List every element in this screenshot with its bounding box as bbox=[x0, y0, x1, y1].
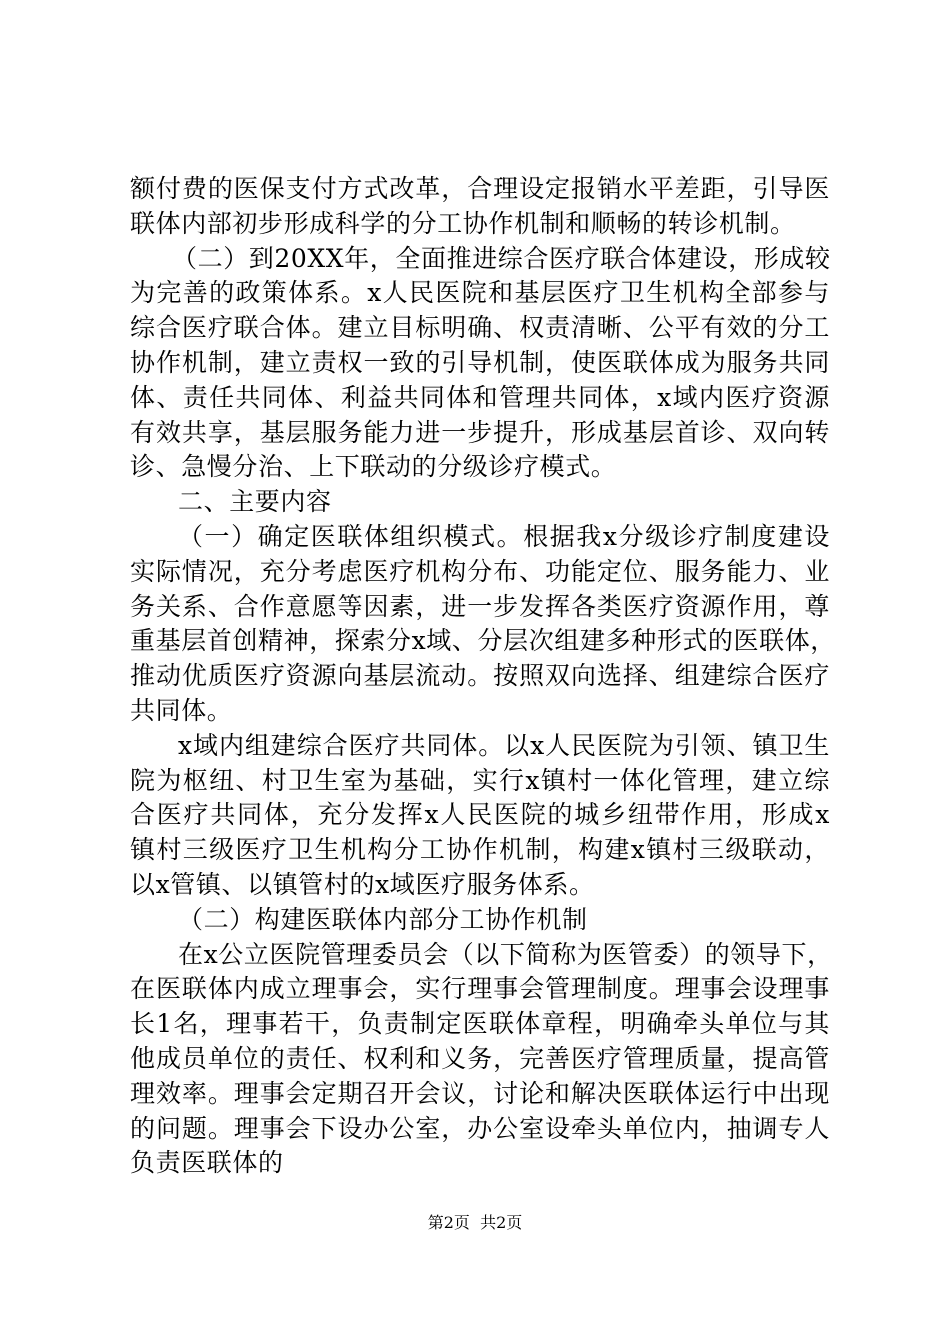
text-line: 务关系、合作意愿等因素，进一步发挥各类医疗资源作用，尊 bbox=[130, 591, 830, 621]
text-line: （二）到20XX年，全面推进综合医疗联合体建设，形成较 bbox=[172, 243, 831, 273]
page-number-label: 第2页 共2页 bbox=[427, 1213, 523, 1232]
text-line: 共同体。 bbox=[130, 695, 233, 725]
text-line: 长1名，理事若干，负责制定医联体章程，明确牵头单位与其 bbox=[130, 1009, 830, 1039]
text-line: （二）构建医联体内部分工协作机制 bbox=[178, 904, 588, 934]
text-line: 诊、急慢分治、上下联动的分级诊疗模式。 bbox=[130, 452, 617, 482]
text-line: 以x管镇、以镇管村的x域医疗服务体系。 bbox=[130, 869, 595, 899]
text-line: 额付费的医保支付方式改革，合理设定报销水平差距，引导医 bbox=[130, 174, 830, 203]
text-line: 他成员单位的责任、权利和义务，完善医疗管理质量，提高管 bbox=[130, 1043, 830, 1073]
text-line: 负责医联体的 bbox=[130, 1148, 284, 1178]
text-line: 理效率。理事会定期召开会议，讨论和解决医联体运行中出现 bbox=[130, 1078, 830, 1108]
text-line: 体、责任共同体、利益共同体和管理共同体，x域内医疗资源 bbox=[130, 382, 830, 412]
document-body bbox=[130, 172, 836, 1181]
text-line: 实际情况，充分考虑医疗机构分布、功能定位、服务能力、业 bbox=[130, 556, 830, 586]
text-line: 联体内部初步形成科学的分工协作机制和顺畅的转诊机制。 bbox=[130, 208, 796, 238]
text-line: 二、主要内容 bbox=[178, 487, 332, 517]
page-footer bbox=[0, 1212, 950, 1234]
text-line: 在x公立医院管理委员会（以下简称为医管委）的领导下， bbox=[178, 939, 833, 969]
text-line: 为完善的政策体系。x人民医院和基层医疗卫生机构全部参与 bbox=[130, 278, 830, 308]
text-line: 在医联体内成立理事会，实行理事会管理制度。理事会设理事 bbox=[130, 974, 830, 1004]
text-line: 综合医疗联合体。建立目标明确、权责清晰、公平有效的分工 bbox=[130, 313, 830, 343]
text-line: 有效共享，基层服务能力进一步提升，形成基层首诊、双向转 bbox=[130, 417, 830, 447]
text-line: 重基层首创精神，探索分x域、分层次组建多种形式的医联体， bbox=[130, 626, 836, 656]
text-line: 合医疗共同体，充分发挥x人民医院的城乡纽带作用，形成x bbox=[130, 800, 830, 830]
text-line: 协作机制，建立责权一致的引导机制，使医联体成为服务共同 bbox=[130, 347, 830, 377]
text-line: （一）确定医联体组织模式。根据我x分级诊疗制度建设 bbox=[178, 521, 830, 551]
text-line: 院为枢纽、村卫生室为基础，实行x镇村一体化管理，建立综 bbox=[130, 765, 830, 795]
text-line: x域内组建综合医疗共同体。以x人民医院为引领、镇卫生 bbox=[178, 730, 830, 760]
text-line: 镇村三级医疗卫生机构分工协作机制，构建x镇村三级联动， bbox=[130, 835, 830, 865]
text-line: 推动优质医疗资源向基层流动。按照双向选择、组建综合医疗 bbox=[130, 661, 830, 691]
text-line: 的问题。理事会下设办公室，办公室设牵头单位内，抽调专人 bbox=[130, 1113, 830, 1143]
